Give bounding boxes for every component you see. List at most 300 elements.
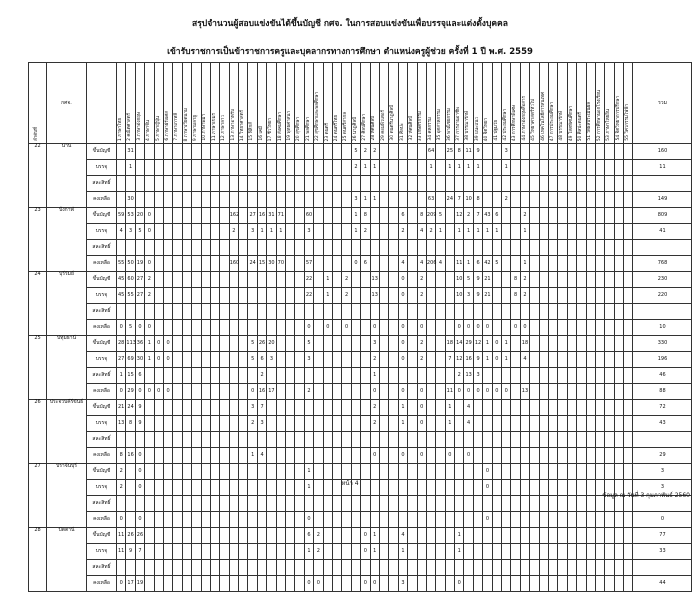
value-cell [417,240,426,256]
value-cell [614,368,623,384]
value-cell [577,336,586,352]
value-cell: 1 [455,528,464,544]
value-cell [445,288,454,304]
value-cell [614,272,623,288]
header-row [29,63,692,144]
value-cell [595,416,604,432]
value-cell: 30 [267,256,276,272]
value-cell [126,496,135,512]
value-cell [389,352,398,368]
value-cell [314,160,323,176]
area-name: น่าน [47,144,87,208]
value-cell [351,336,360,352]
value-cell: 28 [117,336,126,352]
subject-label: 2 คณิตศาสตร์ [127,113,133,141]
value-cell [342,304,351,320]
value-cell: 0 [492,336,501,352]
value-cell [539,576,548,592]
value-cell [511,208,520,224]
value-cell: 20 [135,208,144,224]
value-cell [154,368,163,384]
value-cell [295,224,304,240]
value-cell [539,240,548,256]
subject-label: 43 การศึกษาพิเศษ [512,104,518,141]
status-label: บรรจุ [87,480,117,496]
value-cell [361,384,370,400]
column-header-subject [248,63,257,144]
value-cell: 0 [492,352,501,368]
value-cell [595,272,604,288]
value-cell [398,512,407,528]
value-cell: 9 [473,272,482,288]
value-cell [173,448,182,464]
value-cell [577,448,586,464]
value-cell: 2 [417,288,426,304]
value-cell [502,496,511,512]
row-total: 88 [633,384,692,400]
value-cell [257,320,266,336]
value-cell [605,432,614,448]
value-cell [595,560,604,576]
value-cell [567,208,576,224]
value-cell [295,192,304,208]
value-cell [351,288,360,304]
value-cell [567,576,576,592]
value-cell [473,528,482,544]
value-cell [577,160,586,176]
value-cell [605,320,614,336]
value-cell [342,432,351,448]
column-header-subject [276,63,285,144]
value-cell [163,304,172,320]
value-cell [605,384,614,400]
value-cell [595,352,604,368]
status-label: คงเหลือ [87,256,117,272]
value-cell [379,192,388,208]
value-cell: 3 [126,224,135,240]
value-cell: 6 [257,352,266,368]
value-cell [135,160,144,176]
value-cell [192,304,201,320]
column-header-subject [426,63,435,144]
value-cell [267,400,276,416]
value-cell [267,544,276,560]
column-header-subject [586,63,595,144]
value-cell [173,224,182,240]
value-cell: 12 [473,336,482,352]
value-cell [379,384,388,400]
value-cell: 2 [117,480,126,496]
value-cell [323,512,332,528]
row-total: 196 [633,352,692,368]
value-cell [239,528,248,544]
value-cell [304,368,313,384]
value-cell [201,256,210,272]
value-cell: 6 [492,208,501,224]
status-label: สละสิทธิ์ [87,176,117,192]
value-cell: 3 [267,352,276,368]
value-cell: 0 [398,384,407,400]
value-cell [464,304,473,320]
value-cell [595,224,604,240]
value-cell: 0 [520,320,529,336]
value-cell [492,304,501,320]
value-cell [210,336,219,352]
value-cell [548,192,557,208]
value-cell [276,160,285,176]
value-cell: 2 [455,368,464,384]
value-cell [558,448,567,464]
value-cell: 15 [257,256,266,272]
subject-label: 7 ภาษาเกาหลี [174,113,180,141]
value-cell [332,400,341,416]
column-header-subject [389,63,398,144]
value-cell [154,208,163,224]
value-cell [379,176,388,192]
value-cell [624,384,633,400]
value-cell [286,560,295,576]
column-header-no-label: ลำดับที่ [34,126,40,141]
value-cell [342,176,351,192]
column-header-subject [192,63,201,144]
value-cell: 1 [436,224,445,240]
value-cell [182,432,191,448]
value-cell: 0 [145,320,154,336]
value-cell [145,192,154,208]
value-cell [192,240,201,256]
value-cell [220,432,229,448]
value-cell [351,368,360,384]
area-number: 22 [29,144,47,208]
value-cell [389,384,398,400]
value-cell [389,288,398,304]
value-cell [455,560,464,576]
value-cell [314,144,323,160]
row-total: 768 [633,256,692,272]
value-cell: 26 [257,336,266,352]
value-cell: 4 [398,256,407,272]
value-cell [201,448,210,464]
value-cell [163,320,172,336]
value-cell [436,384,445,400]
value-cell [267,576,276,592]
value-cell: 45 [117,288,126,304]
value-cell [408,144,417,160]
table-row [29,528,692,544]
column-header-subject [473,63,482,144]
value-cell [220,144,229,160]
column-header-subject [342,63,351,144]
value-cell [445,512,454,528]
value-cell [370,224,379,240]
value-cell [163,144,172,160]
value-cell: 6 [398,208,407,224]
value-cell [436,512,445,528]
value-cell [624,176,633,192]
value-cell [586,400,595,416]
value-cell [614,144,623,160]
value-cell [624,240,633,256]
value-cell [286,208,295,224]
value-cell: 0 [398,352,407,368]
value-cell [192,448,201,464]
value-cell: 16 [464,352,473,368]
value-cell [586,224,595,240]
area-name: บึงกาฬ [47,208,87,272]
value-cell: 9 [135,416,144,432]
value-cell: 27 [117,352,126,368]
value-cell [239,368,248,384]
value-cell: 19 [135,576,144,592]
value-cell [351,384,360,400]
value-cell [483,496,492,512]
value-cell [201,400,210,416]
column-header-subject [577,63,586,144]
subject-label: 51 วัดผลประเมินผล [587,102,593,141]
value-cell [558,288,567,304]
column-header-subject [502,63,511,144]
value-cell [548,496,557,512]
value-cell [417,192,426,208]
column-header-subject [595,63,604,144]
value-cell [577,208,586,224]
subject-label: 48 บรรณารักษ์ [559,111,565,141]
value-cell [455,496,464,512]
value-cell [332,560,341,576]
value-cell [117,240,126,256]
value-cell [473,560,482,576]
value-cell [605,576,614,592]
value-cell [426,496,435,512]
value-cell [595,304,604,320]
value-cell [398,176,407,192]
value-cell [295,352,304,368]
value-cell [220,256,229,272]
value-cell [595,160,604,176]
value-cell [173,560,182,576]
value-cell [624,448,633,464]
value-cell [577,496,586,512]
value-cell [614,352,623,368]
value-cell [342,400,351,416]
value-cell: 1 [351,224,360,240]
value-cell [229,336,238,352]
value-cell [605,352,614,368]
document-title: สรุปจำนวนผู้สอบแข่งขันได้ขึ้นบัญชี กศจ. ในการสอบแข่งขันเพื่อบรรจุและแต่งตั้งบุคคล [192,19,508,29]
value-cell: 206 [426,256,435,272]
value-cell [577,400,586,416]
value-cell [539,256,548,272]
value-cell [586,176,595,192]
value-cell [379,256,388,272]
value-cell [154,144,163,160]
value-cell [558,304,567,320]
value-cell [577,512,586,528]
value-cell [614,384,623,400]
value-cell [154,496,163,512]
subject-label: 31 ศิลปะ [399,122,405,141]
value-cell [295,400,304,416]
value-cell [145,240,154,256]
value-cell [426,272,435,288]
value-cell [314,224,323,240]
value-cell [332,288,341,304]
value-cell [192,320,201,336]
value-cell [577,256,586,272]
value-cell [229,368,238,384]
value-cell [558,384,567,400]
value-cell [332,352,341,368]
value-cell: 0 [163,384,172,400]
value-cell [239,560,248,576]
value-cell: 0 [304,576,313,592]
subject-label: 52 การศึกษานอกโรงเรียน [596,89,602,141]
value-cell [304,160,313,176]
value-cell [248,160,257,176]
value-cell: 9 [126,544,135,560]
subject-label: 38 บรรณารักษ์ [465,111,471,141]
value-cell [220,208,229,224]
value-cell [229,272,238,288]
value-cell: 0 [135,384,144,400]
value-cell [379,352,388,368]
value-cell [276,432,285,448]
value-cell [210,448,219,464]
subject-label: 12 ภาษาลาว [221,115,227,141]
value-cell: 0 [464,320,473,336]
value-cell: 1 [117,368,126,384]
value-cell [342,384,351,400]
value-cell: 0 [135,480,144,496]
subject-label: 47 การประถมศึกษา [549,101,555,141]
value-cell [558,256,567,272]
value-cell [135,176,144,192]
status-label: สละสิทธิ์ [87,368,117,384]
value-cell [520,496,529,512]
value-cell [426,400,435,416]
value-cell: 9 [135,400,144,416]
value-cell [548,160,557,176]
value-cell: 0 [117,320,126,336]
value-cell [492,192,501,208]
value-cell [586,368,595,384]
value-cell [229,192,238,208]
value-cell: 2 [398,224,407,240]
value-cell [182,272,191,288]
value-cell: 1 [323,272,332,288]
subject-label: 25 ดนตรีสากล [343,111,349,141]
value-cell: 19 [135,256,144,272]
value-cell [426,368,435,384]
value-cell: 4 [257,448,266,464]
value-cell [182,368,191,384]
value-cell [520,304,529,320]
value-cell: 1 [398,400,407,416]
value-cell: 18 [445,336,454,352]
value-cell: 0 [135,464,144,480]
value-cell [548,560,557,576]
value-cell: 25 [445,144,454,160]
value-cell [173,432,182,448]
value-cell [342,512,351,528]
value-cell [379,512,388,528]
status-label: สละสิทธิ์ [87,496,117,512]
value-cell [586,272,595,288]
data-date: ข้อมูล ณ วันที่ 3 กุมภาพันธ์ 2560 [602,492,690,499]
table-row [29,256,692,272]
value-cell: 0 [135,512,144,528]
value-cell [483,240,492,256]
value-cell [605,528,614,544]
value-cell [492,560,501,576]
value-cell: 1 [464,160,473,176]
value-cell [173,320,182,336]
value-cell [398,192,407,208]
value-cell [614,512,623,528]
value-cell [577,384,586,400]
area-name: บุรีรัมย์ [47,272,87,336]
value-cell [492,288,501,304]
value-cell: 1 [502,160,511,176]
value-cell [577,352,586,368]
value-cell [351,416,360,432]
table-row [29,192,692,208]
value-cell [567,240,576,256]
value-cell [286,368,295,384]
table-row [29,288,692,304]
value-cell [511,160,520,176]
value-cell: 17 [126,576,135,592]
value-cell [229,416,238,432]
value-cell [464,560,473,576]
value-cell [558,336,567,352]
value-cell [286,240,295,256]
value-cell [436,528,445,544]
value-cell [248,432,257,448]
value-cell [276,448,285,464]
value-cell [248,304,257,320]
value-cell [520,144,529,160]
value-cell: 2 [351,160,360,176]
value-cell [332,544,341,560]
value-cell [464,512,473,528]
value-cell [558,528,567,544]
value-cell: 1 [502,336,511,352]
value-cell [239,160,248,176]
value-cell [239,512,248,528]
value-cell: 2 [314,544,323,560]
value-cell [117,160,126,176]
value-cell [520,176,529,192]
value-cell [304,192,313,208]
value-cell [361,496,370,512]
value-cell [417,496,426,512]
value-cell [314,384,323,400]
value-cell: 2 [417,336,426,352]
table-row [29,176,692,192]
value-cell [257,528,266,544]
value-cell [229,384,238,400]
value-cell [304,400,313,416]
value-cell [332,320,341,336]
column-header-area: กศจ. [47,63,87,144]
value-cell [257,544,266,560]
value-cell [239,240,248,256]
value-cell: 1 [492,224,501,240]
value-cell [342,256,351,272]
value-cell [558,496,567,512]
value-cell: 0 [417,416,426,432]
